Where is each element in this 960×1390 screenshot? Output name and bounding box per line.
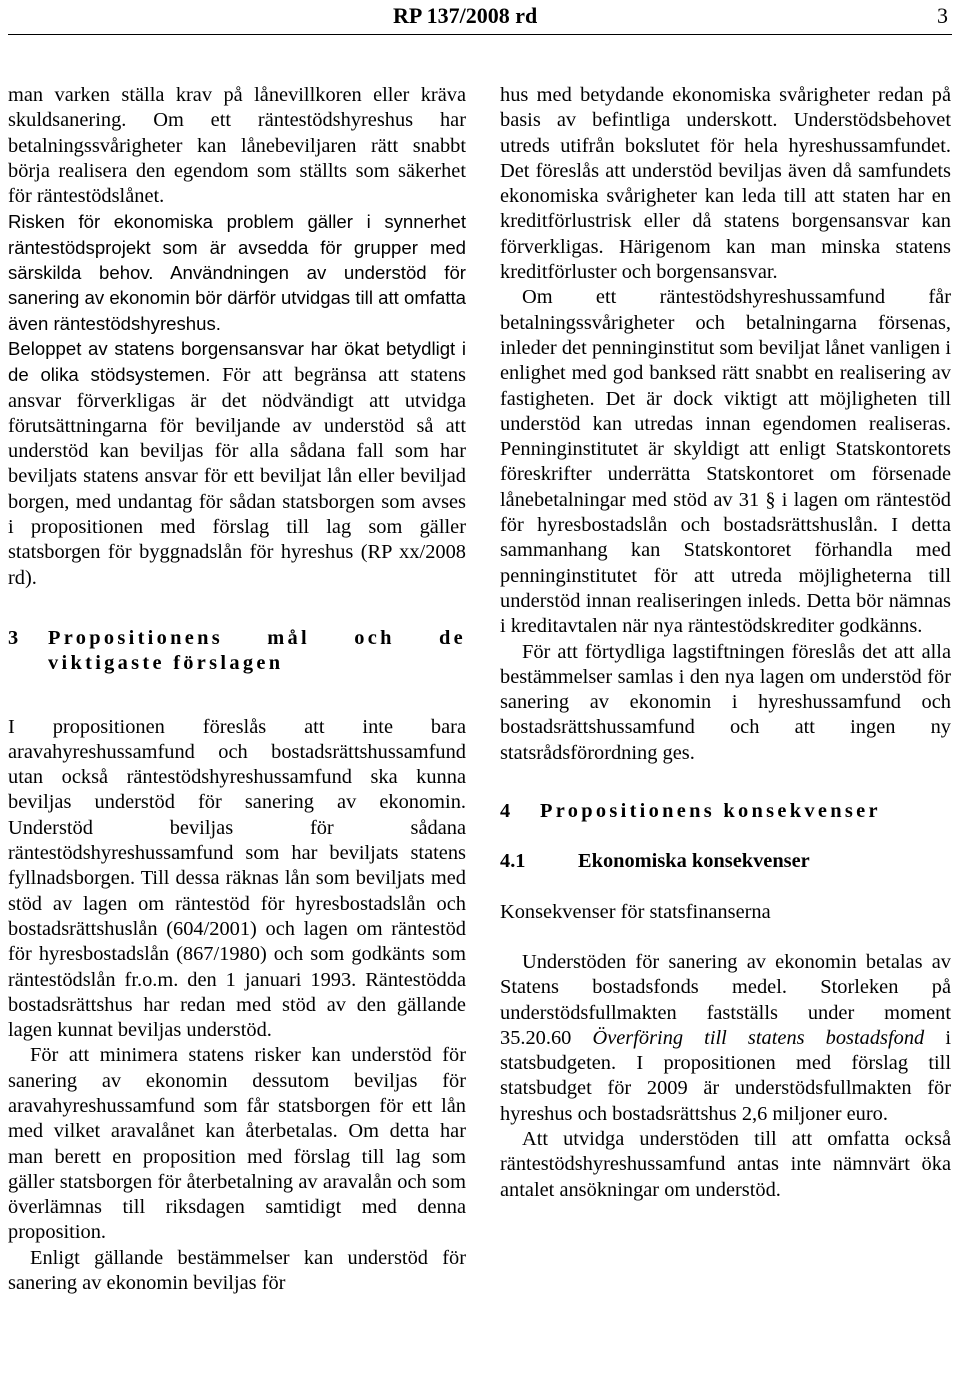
section-heading-4 xyxy=(500,799,951,824)
paragraph-current-rules: Enligt gällande bestämmelser kan understöd för sanering av ekonomin beviljas för xyxy=(8,1246,466,1295)
subheading-statsfinanserna: Konsekvenser för statsfinanserna xyxy=(500,900,771,923)
paragraph-borgensansvar xyxy=(8,336,466,591)
section-number-3: 3 xyxy=(8,626,19,649)
paragraph-understoden-b: i statsbudgeten. I propositionen med förslag till statsbudget för 2009 är understödsfullmakten för hyreshus och bostadsrättshus 2,6 miljoner euro. xyxy=(500,1026,952,1125)
section-number-4-1: 4.1 xyxy=(500,850,526,873)
section-heading-4-1 xyxy=(500,849,951,874)
budget-item-title: Överföring till statens bostadsfond xyxy=(592,1026,925,1049)
paragraph-risk: Risken för ekonomiska problem gäller i synnerhet räntestödsprojekt som är avsedda för grupper med särskilda behov. Användningen av understöd för sanering av ekonomin bör därför utvidgas till att omfatta även räntestödshyreshus. xyxy=(8,211,466,334)
left-column xyxy=(8,83,466,1296)
section-title-4: Propositionens konsekvenser xyxy=(540,800,881,823)
paragraph-proposal: I propositionen föreslås att inte bara aravahyreshussamfund och bostadsrättshussamfund utan också räntestödshyreshussamfund ska kunna beviljas understöd för sanering av ekonomin. Understöd beviljas för sådana räntestödshyreshussamfund som har beviljats statens fyllnadsborgen. Till dessa räknas lån som beviljats med stöd av lagen om räntestöd för hyresbostadslån och bostadsrättshuslån (604/2001) och lagen om räntestöd för hyresbostadslån (867/1980) och som godkänts som räntestödslån fr.o.m. den 1 januari 1993. Räntestödda bostadsrättshus har redan med stöd av den gällande lagen kunnat beviljas understöd. xyxy=(8,715,466,1042)
paragraph-intro: man varken ställa krav på lånevillkoren eller kräva skuldsanering. Om ett räntestödshyreshus har betalningssvårigheter kan lånebeviljaren rätt snabbt börja realisera den egendom som ställts som säkerhet för räntestödslånet. xyxy=(8,84,466,208)
section-heading-3 xyxy=(8,626,466,677)
right-column xyxy=(500,83,951,1203)
paragraph-extend-support: Att utvidga understöden till att omfatta också räntestödshyreshussamfund antas inte nämnvärt öka antalet ansökningar om understöd. xyxy=(500,1127,951,1201)
header-rule xyxy=(8,34,952,35)
section-number-4: 4 xyxy=(500,800,511,823)
paragraph-borgensansvar-lead: Beloppet av statens borgensansvar har ökat betydligt i de olika stödsystemen. xyxy=(8,337,466,386)
paragraph-understoden-a: Understöden för sanering av ekonomin betalas av Statens bostadsfonds medel. Storleken på understödsfullmakten fastställs under moment 35.20.60 xyxy=(500,950,951,1049)
section-title-4-1: Ekonomiska konsekvenser xyxy=(578,850,810,873)
paragraph-continued: hus med betydande ekonomiska svårigheter redan på basis av befintliga underskott. Understödsbehovet utreds utifrån bokslutet för hela hyreshussamfundet. Det föreslås att understöd beviljas även då samfundets ekonomiska svårigheter kan leda till att staten har en kreditförlustrisk eller då statens borgensansvar kan förverkligas. Härigenom kan man minska statens kreditförluster och borgensansvar. xyxy=(500,84,951,284)
paragraph-payment-difficulties: Om ett räntestödshyreshussamfund får betalningssvårigheter och betalningarna försenas, inleder det penninginstitut som beviljat lånet vanligen i enlighet med god banksed rätt snabbt en realisering av fastigheten. Det är dock viktigt att möjligheten till understöd kan utredas innan egendomen realiseras. Penninginstitutet är skyldigt att enligt Statskontorets föreskrifter underrätta Statskontoret om försenade lånebetalningar med stöd av 31 § i lagen om räntestöd för hyresbostadslån och bostadsrättshuslån. I detta sammanhang kan Statskontoret förhandla med penninginstitutet för att utreda möjligheterna till understöd innan realiseringen inleds. Detta bör nämnas i kreditavtalen när nya räntestödskrediter godkänns. xyxy=(500,286,951,638)
page-number: 3 xyxy=(937,3,948,28)
paragraph-clarify-legislation: För att förtydliga lagstiftningen föreslås det att alla bestämmelser samlas i den nya lagen om understöd för sanering av ekonomin i hyreshussamfund och bostadsrättshussamfund och att ingen ny statsrådsförordning ges. xyxy=(500,640,951,764)
paragraph-understoden xyxy=(500,950,951,1127)
paragraph-borgensansvar-rest: För att begränsa att statens ansvar förverkligas är det nödvändigt att utvidga förutsättningarna för beviljande av understöd så att understöd kan beviljas för alla sådana fall som har beviljats statens ansvar för ett beviljat lån eller beviljad borgen, med undantag för sådan statsborgen som avses i propositionen med förslag till lag som gäller statsborgen för byggnadslån för hyreshus (RP xx/2008 rd). xyxy=(8,364,466,589)
document-id: RP 137/2008 rd xyxy=(393,3,538,28)
paragraph-minimize-risk: För att minimera statens risker kan understöd för sanering av ekonomin dessutom beviljas för aravahyreshussamfund som får statsborgen för ett lån med vilket aravalånet kan återbetalas. Om detta har man berett en proposition med förslag till lag som gäller statsborgen för återbetalning av aravalån och som överlämnas till riksdagen samtidigt med denna proposition. xyxy=(8,1044,466,1244)
section-title-3: Propositionens mål och de viktigaste förslagen xyxy=(48,626,466,675)
page-header xyxy=(0,0,960,36)
